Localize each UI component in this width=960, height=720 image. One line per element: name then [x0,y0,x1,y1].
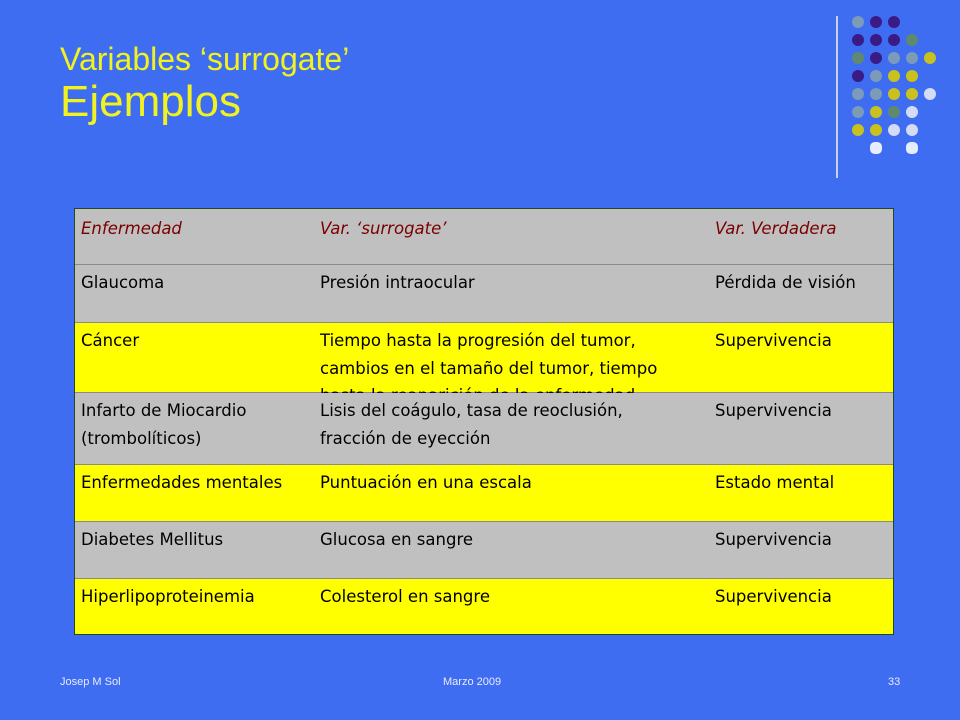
cell-line: Tiempo hasta la progresión del tumor, [320,331,636,350]
cell-line: cambios en el tamaño del tumor, tiempo [320,358,658,378]
cell-line: Estado mental [715,473,835,492]
decorative-dot [924,88,936,100]
cell-line: Infarto de Miocardio [81,401,247,420]
footer-author: Josep M Sol [60,676,121,688]
cell-line: (trombolíticos) [81,428,202,448]
disease-cell [81,526,223,554]
cell-line: Cáncer [81,331,140,350]
decorative-dot [870,88,882,100]
decorative-dot [888,124,900,136]
table-header-row [75,209,893,265]
decorative-dot [906,88,918,100]
cell-line: Hiperlipoproteinemia [81,587,255,606]
surrogate-cell [320,526,473,554]
table-row [75,522,893,579]
table-row [75,465,893,522]
surrogate-cell [320,397,623,452]
decorative-dot [852,106,864,118]
header-surrogate: Var. ‘surrogate’ [320,219,447,238]
disease-cell [81,469,282,497]
decorative-dot [924,52,936,64]
cell-line: Presión intraocular [320,273,475,292]
decorative-dot [906,106,918,118]
decorative-dot [852,34,864,46]
decorative-dot [852,124,864,136]
decorative-dot [888,70,900,82]
decorative-dot [906,52,918,64]
cell-line: Supervivencia [715,530,832,549]
disease-cell [81,327,139,355]
cell-line: Supervivencia [715,587,832,606]
true-variable-cell [715,469,834,497]
cell-line: Pérdida de visión [715,273,856,292]
surrogate-cell [320,583,490,611]
decorative-dot [888,88,900,100]
table-row [75,323,893,393]
cell-line: Glaucoma [81,273,165,292]
decorative-dot [906,34,918,46]
surrogate-cell [320,469,532,497]
cell-line: Lisis del coágulo, tasa de reoclusión, [320,401,623,420]
decorative-dot [870,106,882,118]
cell-line: Enfermedades mentales [81,473,283,492]
title-line-2: Ejemplos [60,77,241,126]
surrogate-variables-table [74,208,894,635]
decorative-dot [870,124,882,136]
cell-line: Colesterol en sangre [320,587,490,606]
page-number: 33 [888,676,901,688]
cell-line: Supervivencia [715,401,832,420]
cell-line: Diabetes Mellitus [81,530,224,549]
cell-line: Supervivencia [715,331,832,350]
table-row [75,579,893,635]
table-row [75,265,893,323]
header-disease: Enfermedad [81,219,182,238]
decorative-dot [870,16,882,28]
table-row [75,393,893,465]
disease-cell [81,397,246,452]
decorative-dot [870,70,882,82]
decorative-dot [852,88,864,100]
disease-cell [81,583,255,611]
decorative-dot [888,34,900,46]
decorative-dot [906,124,918,136]
decorative-dot [852,70,864,82]
decorative-dot [852,52,864,64]
cell-line: fracción de eyección [320,428,491,448]
decorative-figure [906,142,918,154]
cell-line: Puntuación en una escala [320,473,532,492]
surrogate-cell [320,269,475,297]
true-variable-cell [715,327,832,355]
true-variable-cell [715,269,856,297]
decorative-dot [870,52,882,64]
decorative-dot [888,52,900,64]
disease-cell [81,269,164,297]
header-true-variable: Var. Verdadera [715,219,837,238]
decorative-dot [888,16,900,28]
true-variable-cell [715,583,832,611]
true-variable-cell [715,526,832,554]
slide-title [60,40,349,126]
divider-line [836,16,838,178]
footer-date: Marzo 2009 [443,676,502,688]
decorative-dot [852,16,864,28]
true-variable-cell [715,397,832,425]
decorative-dot [870,34,882,46]
dot-grid-icon [852,16,942,158]
decorative-figure [870,142,882,154]
title-line-1: Variables ‘surrogate’ [60,41,350,77]
decorative-dot [888,106,900,118]
decorative-dot [906,70,918,82]
cell-line: Glucosa en sangre [320,530,474,549]
